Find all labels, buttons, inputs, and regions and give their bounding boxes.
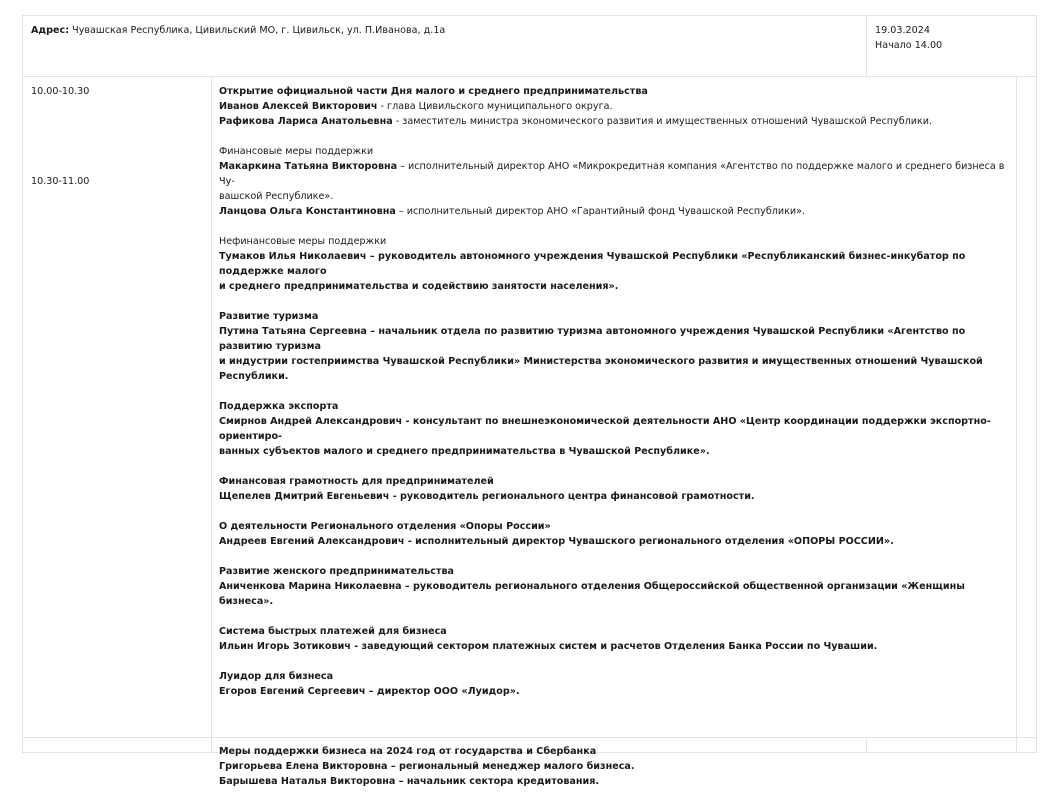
- header-divider: [22, 76, 1037, 77]
- program-section: [219, 234, 1014, 294]
- program-section: [219, 474, 1014, 504]
- time-slot-2: 10.30-11.00: [31, 176, 90, 187]
- speaker-line: Егоров Евгений Сергеевич – директор ООО «Луидор».: [219, 686, 520, 697]
- speaker-name: Рафикова Лариса Анатольевна: [219, 116, 393, 127]
- address-label: Адрес:: [31, 25, 70, 36]
- section-title: Открытие официальной части Дня малого и среднего предпринимательства: [219, 86, 648, 97]
- section-title: Нефинансовые меры поддержки: [219, 236, 387, 247]
- speaker-name: Ланцова Ольга Константиновна: [219, 206, 396, 217]
- section-title: Финансовая грамотность для предпринимателей: [219, 476, 494, 487]
- speaker-line: [219, 204, 1014, 219]
- speaker-line: и индустрии гостеприимства Чувашской Республики» Министерства экономического развития и имущественных отношений Чувашской Республики.: [219, 356, 983, 382]
- speaker-name: Иванов Алексей Викторович: [219, 101, 378, 112]
- speaker-role: – исполнительный директор АНО «Микрокредитная компания «Агентство по поддержке малого и среднего бизнеса в Чу-: [219, 161, 1005, 187]
- speaker-line: и среднего предпринимательства и содействию занятости населения».: [219, 281, 619, 292]
- program-section: [219, 399, 1014, 459]
- speaker-line: Щепелев Дмитрий Евгеньевич - руководитель регионального центра финансовой грамотности.: [219, 491, 755, 502]
- date-column-divider: [866, 15, 867, 77]
- section-title: Финансовые меры поддержки: [219, 146, 374, 157]
- program-section: [219, 84, 1014, 129]
- program-section: [219, 519, 1014, 549]
- right-column-divider: [1016, 76, 1017, 753]
- event-date: 19.03.2024: [875, 25, 930, 36]
- table-border-top: [22, 15, 1037, 16]
- speaker-name: Макаркина Татьяна Викторовна: [219, 161, 398, 172]
- time-slot-1: 10.00-10.30: [31, 86, 90, 97]
- section-title: Развитие женского предпринимательства: [219, 566, 455, 577]
- program-section: [219, 309, 1014, 384]
- speaker-line: [219, 159, 1014, 189]
- section-title: Развитие туризма: [219, 311, 319, 322]
- speaker-line: Андреев Евгений Александрович - исполнительный директор Чувашского регионального отделения «ОПОРЫ РОССИИ».: [219, 536, 894, 547]
- section-title: Система быстрых платежей для бизнеса: [219, 626, 447, 637]
- table-border-right: [1036, 15, 1037, 753]
- program-section: [219, 669, 1014, 699]
- program-list: [219, 84, 1014, 804]
- time-column-divider: [211, 76, 212, 753]
- speaker-line: Тумаков Илья Николаевич – руководитель автономного учреждения Чувашской Республики «Республиканский бизнес-инкубатор по поддержке малого: [219, 251, 966, 277]
- speaker-role: - глава Цивильского муниципального округа.: [377, 101, 613, 112]
- speaker-role: - заместитель министра экономического развития и имущественных отношений Чувашской Республики.: [392, 116, 933, 127]
- speaker-role: – исполнительный директор АНО «Гарантийный фонд Чувашской Республики».: [395, 206, 806, 217]
- speaker-line: Барышева Наталья Викторовна – начальник сектора кредитования.: [219, 776, 600, 787]
- speaker-role-continued: вашской Республике».: [219, 191, 334, 202]
- speaker-line: Смирнов Андрей Александрович - консультант по внешнеэкономической деятельности АНО «Центр координации поддержки экспортно-ориентиро-: [219, 416, 991, 442]
- address: [31, 23, 445, 38]
- program-section: [219, 144, 1014, 219]
- program-section: [219, 564, 1014, 609]
- section-title: Луидор для бизнеса: [219, 671, 334, 682]
- section-title: Меры поддержки бизнеса на 2024 год от государства и Сбербанка: [219, 746, 597, 757]
- section-title: О деятельности Регионального отделения «Опоры России»: [219, 521, 551, 532]
- speaker-line: Григорьева Елена Викторовна – региональный менеджер малого бизнеса.: [219, 761, 635, 772]
- table-border-left: [22, 15, 23, 753]
- speaker-line: [219, 99, 1014, 114]
- speaker-line: Аниченкова Марина Николаевна – руководитель регионального отделения Общероссийской общественной организации «Женщины бизнеса».: [219, 581, 965, 607]
- address-value: Чувашская Республика, Цивильский МО, г. Цивильск, ул. П.Иванова, д.1а: [69, 25, 446, 36]
- event-start-time: Начало 14.00: [875, 40, 943, 51]
- section-title: Поддержка экспорта: [219, 401, 339, 412]
- speaker-line: Путина Татьяна Сергеевна – начальник отдела по развитию туризма автономного учреждения Чувашской Республики «Агентство по развитию туризма: [219, 326, 966, 352]
- speaker-line: [219, 114, 1014, 129]
- speaker-line: ванных субъектов малого и среднего предпринимательства в Чувашской Республике».: [219, 446, 710, 457]
- program-section: [219, 624, 1014, 654]
- speaker-line: Ильин Игорь Зотикович - заведующий сектором платежных систем и расчетов Отделения Банка России по Чувашии.: [219, 641, 878, 652]
